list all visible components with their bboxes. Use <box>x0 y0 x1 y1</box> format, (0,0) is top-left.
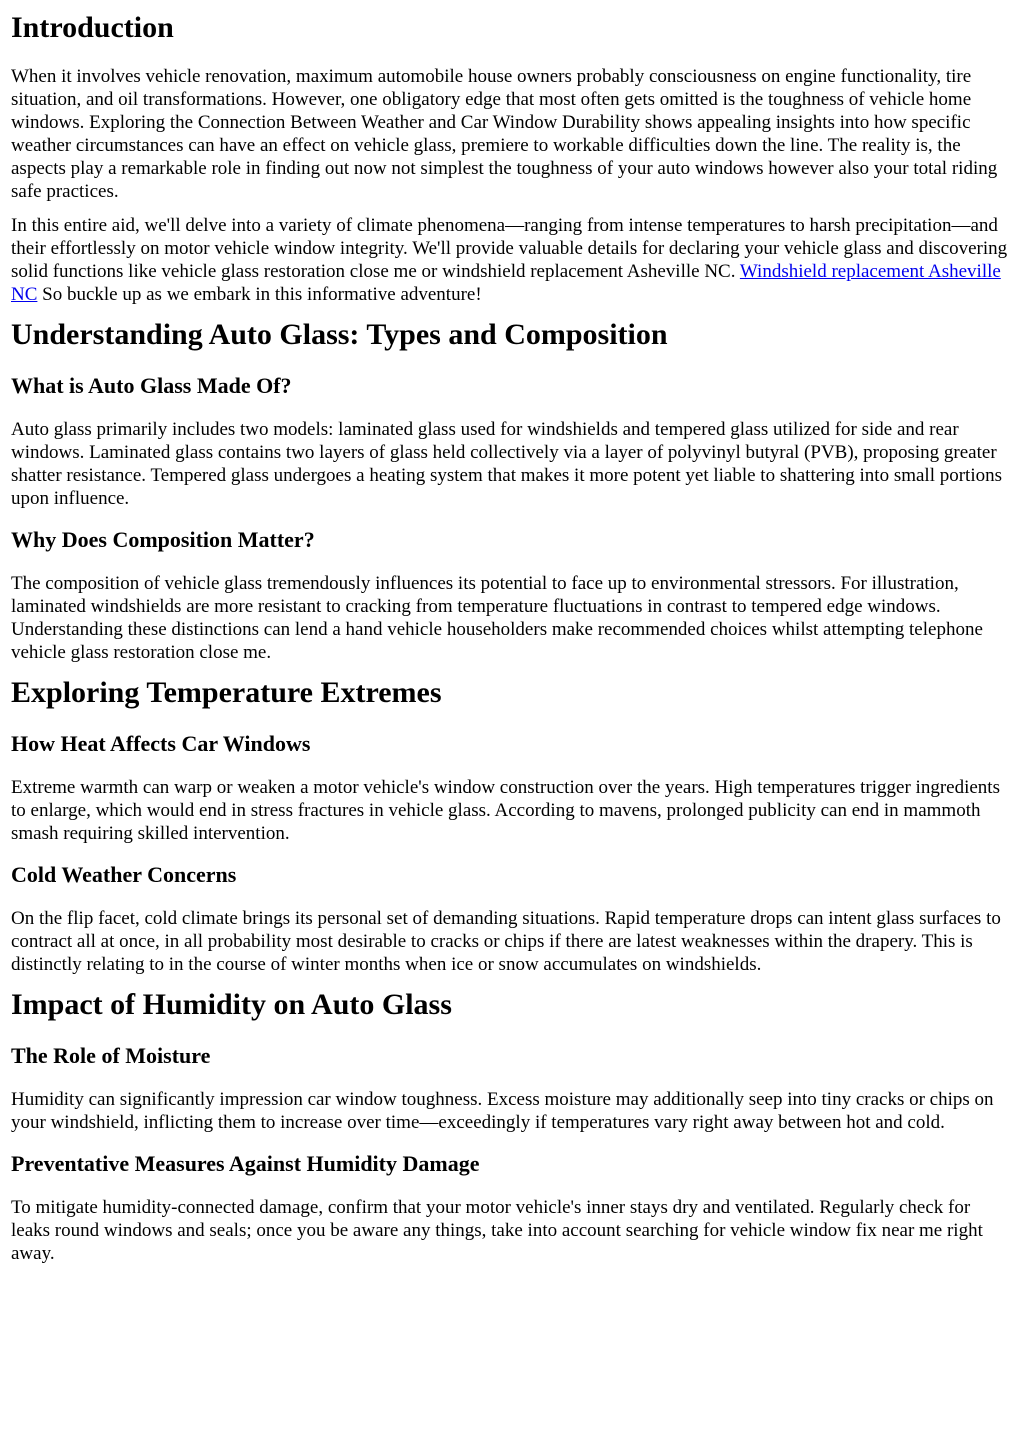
article <box>11 10 1013 1265</box>
heading-understanding-auto-glass: Understanding Auto Glass: Types and Composition <box>11 318 668 351</box>
intro-paragraph: When it involves vehicle renovation, maximum automobile house owners probably consciousness on engine functionality, tire situation, and oil transformations. However, one obligatory edge that most often gets omitted is the toughness of vehicle home windows. Exploring the Connection Between Weather and Car Window Durability shows appealing insights into how specific weather circumstances can have an effect on vehicle glass, premiere to workable difficulties down the line. The reality is, the aspects play a remarkable role in finding out now not simplest the toughness of your auto windows however also your total riding safe practices. <box>11 66 998 202</box>
subheading-preventative-measures: Preventative Measures Against Humidity Damage <box>11 1151 480 1176</box>
paragraph-heat-affects-windows: Extreme warmth can warp or weaken a motor vehicle's window construction over the years. High temperatures trigger ingredients to enlarge, which would end in stress fractures in vehicle glass. According to mavens, prolonged publicity can end in mammoth smash requiring skilled intervention. <box>11 777 1000 844</box>
subheading-auto-glass-made-of: What is Auto Glass Made Of? <box>11 373 292 398</box>
subheading-heat-affects-windows: How Heat Affects Car Windows <box>11 731 311 756</box>
subheading-cold-weather: Cold Weather Concerns <box>11 862 237 887</box>
windshield-replacement-link[interactable]: Windshield replacement Asheville NC <box>11 261 1001 305</box>
heading-introduction: Introduction <box>11 11 174 44</box>
heading-temperature-extremes: Exploring Temperature Extremes <box>11 676 442 709</box>
paragraph-role-of-moisture: Humidity can significantly impression car window toughness. Excess moisture may additionally seep into tiny cracks or chips on your windshield, inflicting them to increase over time—exceedingly if temperatures vary right away between hot and cold. <box>11 1089 994 1133</box>
subheading-composition-matter: Why Does Composition Matter? <box>11 527 315 552</box>
intro-link-paragraph-text-before: In this entire aid, we'll delve into a variety of climate phenomena—ranging from intense temperatures to harsh precipitation—and their effortlessly on motor vehicle window integrity. We'll provide valuable details for declaring your vehicle glass and discovering solid functions like vehicle glass restoration close me or windshield replacement Asheville NC. <box>11 215 1008 282</box>
paragraph-auto-glass-made-of: Auto glass primarily includes two models: laminated glass used for windshields and tempered glass utilized for side and rear windows. Laminated glass contains two layers of glass held collectively via a layer of polyvinyl butyral (PVB), proposing greater shatter resistance. Tempered glass undergoes a heating system that makes it more potent yet liable to shattering into small portions upon influence. <box>11 419 1003 509</box>
intro-link-paragraph <box>11 214 1013 306</box>
heading-humidity-impact: Impact of Humidity on Auto Glass <box>11 988 452 1021</box>
paragraph-cold-weather: On the flip facet, cold climate brings its personal set of demanding situations. Rapid temperature drops can intent glass surfaces to contract all at once, in all probability most desirable to cracks or chips if there are latest weaknesses within the drapery. This is distinctly relating to in the course of winter months when ice or snow accumulates on windshields. <box>11 908 1001 975</box>
paragraph-preventative-measures: To mitigate humidity-connected damage, confirm that your motor vehicle's inner stays dry and ventilated. Regularly check for leaks round windows and seals; once you be aware any things, take into account searching for vehicle window fix near me right away. <box>11 1197 983 1264</box>
intro-link-paragraph-text-after: So buckle up as we embark in this informative adventure! <box>37 284 482 305</box>
subheading-role-of-moisture: The Role of Moisture <box>11 1043 211 1068</box>
paragraph-composition-matter: The composition of vehicle glass tremendously influences its potential to face up to environmental stressors. For illustration, laminated windshields are more resistant to cracking from temperature fluctuations in contrast to tempered edge windows. Understanding these distinctions can lend a hand vehicle householders make recommended choices whilst attempting telephone vehicle glass restoration close me. <box>11 573 983 663</box>
